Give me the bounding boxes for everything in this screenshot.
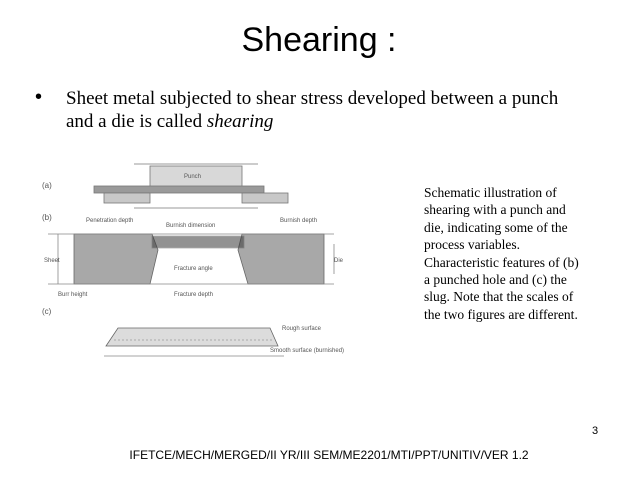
burnish-dimension-label: Burnish dimension xyxy=(166,223,216,229)
page-number: 3 xyxy=(592,425,599,437)
rough-surface-label: Rough surface xyxy=(282,326,322,332)
fracture-depth-label: Fracture depth xyxy=(174,292,214,298)
figure-caption xyxy=(424,184,606,323)
caption-line: shearing with a punch and xyxy=(424,202,566,218)
caption-line: slug. Note that the scales of xyxy=(424,289,574,305)
burr-height-label: Burr height xyxy=(58,292,88,298)
die-left xyxy=(104,193,150,203)
caption-line: Characteristic features of (b) xyxy=(424,254,579,270)
label-b: (b) xyxy=(42,213,52,222)
penetration-depth-label: Penetration depth xyxy=(86,218,134,224)
burnish-depth-label: Burnish depth xyxy=(280,218,318,224)
figure-a-punch-die xyxy=(94,164,288,208)
bullet-marker: • xyxy=(35,86,43,108)
fracture-angle-label: Fracture angle xyxy=(174,266,213,272)
bullet-text xyxy=(66,87,586,133)
caption-line: Schematic illustration of xyxy=(424,185,557,200)
hole-left-wall xyxy=(74,234,158,284)
label-c: (c) xyxy=(42,307,52,316)
smooth-surface-label: Smooth surface (burnished) xyxy=(270,348,345,354)
bullet-text-plain: Sheet metal subjected to shear stress developed between a punch and a die is called xyxy=(66,88,559,132)
hole-right-wall xyxy=(238,234,324,284)
shearing-schematic-figure xyxy=(34,150,404,422)
bullet-text-emphasis: shearing xyxy=(206,111,274,132)
sheet-thickness-label: Sheet xyxy=(44,258,60,264)
figure-c-slug xyxy=(104,328,284,356)
slug-body xyxy=(106,328,278,346)
caption-line: a punched hole and (c) the xyxy=(424,272,567,288)
die-right xyxy=(242,193,288,203)
label-a: (a) xyxy=(42,181,52,190)
figure-b-punched-hole xyxy=(48,234,334,284)
shearing-schematic-drawing xyxy=(34,150,404,422)
caption-line: the two figures are different. xyxy=(424,306,578,322)
punch-label: Punch xyxy=(184,174,202,180)
footer-text: IFETCE/MECH/MERGED/II YR/III SEM/ME2201/MTI/PPT/UNITIV/VER 1.2 xyxy=(129,448,529,462)
caption-line: die, indicating some of the xyxy=(424,219,568,235)
sheet-strip xyxy=(94,186,264,193)
die-label: Die xyxy=(334,258,344,264)
caption-line: process variables. xyxy=(424,237,520,253)
slide-title: Shearing : xyxy=(241,21,397,59)
burnish-band xyxy=(152,236,244,248)
